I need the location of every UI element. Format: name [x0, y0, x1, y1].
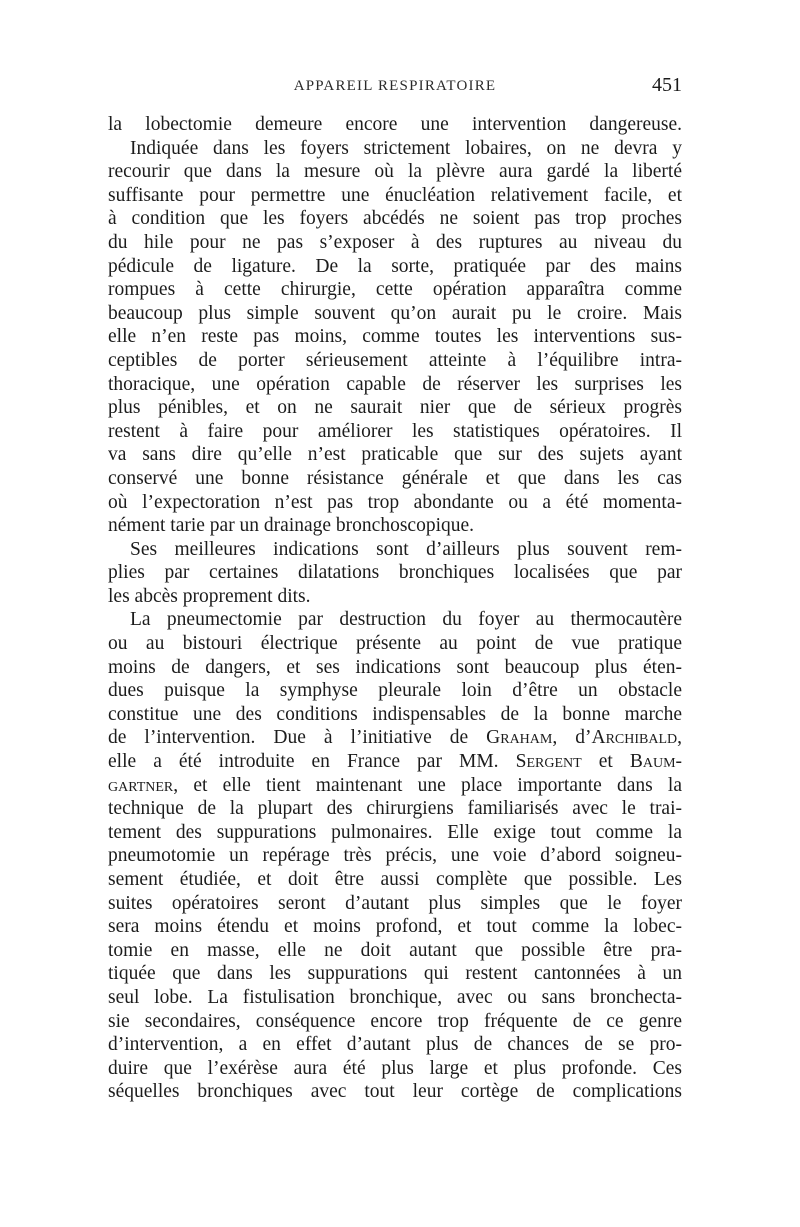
text-line	[108, 774, 682, 798]
text-line: thoracique, une opération capable de réserver les surprises les	[108, 373, 682, 395]
text-line: va sans dire qu’elle n’est praticable que sur des sujets ayant	[108, 444, 682, 466]
text-line: plus pénibles, et on ne saurait nier que de sérieux progrès	[108, 397, 682, 419]
text-line: suites opératoires seront d’autant plus simples que le foyer	[108, 892, 682, 914]
text-line: conservé une bonne résistance générale et que dans les cas	[108, 467, 682, 489]
text-run: , d’	[552, 727, 592, 749]
text-line: tiquée que dans les suppurations qui restent cantonnées à un	[108, 963, 682, 985]
text-line: recourir que dans la mesure où la plèvre aura gardé la liberté	[108, 161, 682, 183]
text-line: rompues à cette chirurgie, cette opération apparaîtra comme	[108, 279, 682, 301]
text-line: technique de la plupart des chirurgiens familiarisés avec le trai-	[108, 798, 682, 820]
text-run: elle a été introduite en France par MM.	[108, 751, 499, 773]
text-line: les abcès proprement dits.	[108, 585, 311, 607]
text-line: la lobectomie demeure encore une intervention dangereuse.	[108, 114, 682, 135]
author-name-baumgartner-part1: Baum-	[629, 751, 683, 773]
text-line: ceptibles de porter sérieusement atteinte à l’équilibre intra-	[108, 349, 682, 371]
text-line: pneumotomie un repérage très précis, une voie d’abord soigneu-	[108, 845, 682, 867]
text-line: séquelles bronchiques avec tout leur cortège de complications	[108, 1081, 682, 1103]
text-line: ou au bistouri électrique présente au point de vue pratique	[108, 633, 682, 655]
text-line: elle n’en reste pas moins, comme toutes les interventions sus-	[108, 326, 682, 348]
text-line	[108, 750, 682, 774]
page-number: 451	[652, 74, 682, 96]
author-name-baumgartner-part2: gartner	[108, 774, 174, 796]
text-line: d’intervention, a en effet d’autant plus de chances de se pro-	[108, 1034, 682, 1056]
text-line: sement étudiée, et doit être aussi complète que possible. Les	[108, 869, 682, 890]
text-line: où l’expectoration n’est pas trop abondante ou a été momenta-	[108, 491, 682, 513]
text-line: sie secondaires, conséquence encore trop fréquente de ce genre	[108, 1010, 682, 1032]
text-line: seul lobe. La fistulisation bronchique, avec ou sans bronchecta-	[108, 986, 682, 1008]
text-line: plies par certaines dilatations bronchiques localisées que par	[108, 562, 682, 584]
text-line: pédicule de ligature. De la sorte, pratiquée par des mains	[108, 255, 682, 277]
text-run: de l’intervention. Due à l’initiative de	[108, 727, 469, 749]
author-name-graham: Graham	[486, 727, 553, 749]
text-line: suffisante pour permettre une énucléation relativement facile, et	[108, 184, 682, 206]
text-line: Ses meilleures indications sont d’ailleurs plus souvent rem-	[130, 538, 682, 560]
text-line: duire que l’exérèse aura été plus large et plus profonde. Ces	[108, 1057, 682, 1079]
text-line: à condition que les foyers abcédés ne soient pas trop proches	[108, 208, 682, 230]
author-name-archibald: Archibald	[591, 727, 678, 749]
text-line: restent à faire pour améliorer les statistiques opératoires. Il	[108, 420, 682, 442]
text-line: tement des suppurations pulmonaires. Elle exige tout comme la	[108, 821, 682, 843]
text-line: du hile pour ne pas s’exposer à des ruptures au niveau du	[108, 231, 682, 253]
text-line: dues puisque la symphyse pleurale loin d’être un obstacle	[108, 680, 682, 702]
text-line: tomie en masse, elle ne doit autant que possible être pra-	[108, 939, 682, 961]
text-line: sera moins étendu et moins profond, et tout comme la lobec-	[108, 916, 682, 938]
author-name-sergent: Sergent	[515, 751, 582, 773]
text-line: La pneumectomie par destruction du foyer au thermocautère	[130, 609, 682, 631]
text-run: ,	[677, 727, 683, 749]
text-run: et	[598, 751, 613, 773]
running-title: APPAREIL RESPIRATOIRE	[293, 78, 497, 94]
text-run: , et elle tient maintenant une place importante dans la	[173, 774, 682, 796]
body-text	[108, 113, 682, 1104]
text-line: moins de dangers, et ses indications sont beaucoup plus éten-	[108, 656, 682, 678]
running-head	[108, 72, 682, 104]
text-line	[108, 726, 682, 750]
text-line: constitue une des conditions indispensables de la bonne marche	[108, 703, 682, 725]
text-line: Indiquée dans les foyers strictement lobaires, on ne devra y	[130, 137, 682, 159]
text-line: nément tarie par un drainage bronchoscopique.	[108, 515, 475, 537]
text-line: beaucoup plus simple souvent qu’on aurait pu le croire. Mais	[108, 302, 682, 324]
